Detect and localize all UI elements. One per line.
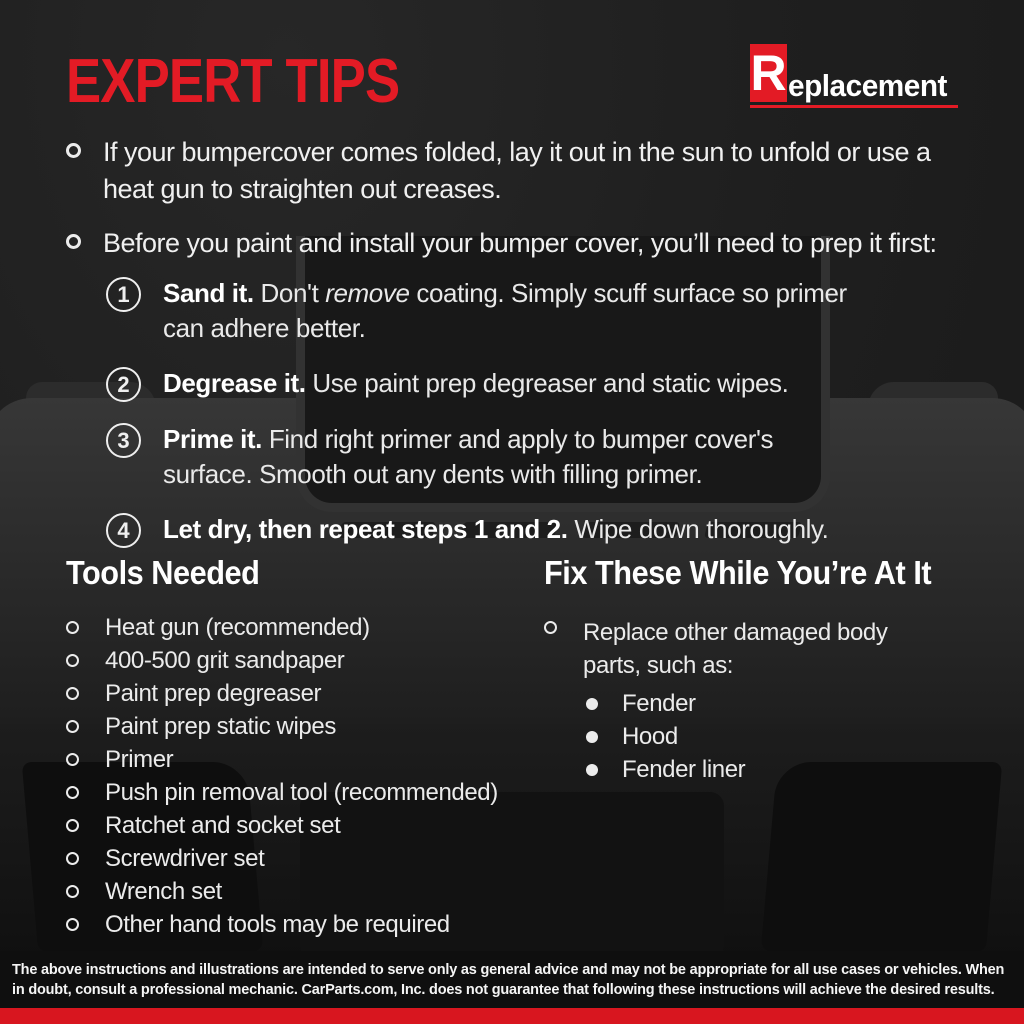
list-item: [66, 225, 972, 262]
step-number-badge: 4: [106, 513, 141, 548]
list-item: Screwdriver set: [66, 847, 516, 870]
list-item: [544, 616, 984, 682]
brand-r-letter: R: [750, 45, 787, 101]
step-text: Let dry, then repeat steps 1 and 2. Wipe down thoroughly.: [163, 514, 829, 544]
list-item: Push pin removal tool (recommended): [66, 781, 516, 804]
dot-bullet-icon: [586, 731, 598, 743]
page-title: EXPERT TIPS: [66, 47, 400, 116]
circle-bullet-icon: [66, 918, 79, 931]
disclaimer-band: [0, 951, 1024, 1008]
intro-bullet-text: If your bumpercover comes folded, lay it out in the sun to unfold or use a heat gun to straighten out creases.: [103, 137, 931, 204]
circle-bullet-icon: [66, 753, 79, 766]
circle-bullet-icon: [66, 786, 79, 799]
step-text: Sand it. Don't remove coating. Simply scuff surface so primer can adhere better.: [163, 278, 847, 343]
fix-intro-text: Replace other damaged body parts, such as:: [583, 619, 888, 679]
list-item: [66, 134, 972, 208]
list-item: Wrench set: [66, 880, 516, 903]
step-text: Degrease it. Use paint prep degreaser and static wipes.: [163, 368, 789, 398]
list-item: Hood: [586, 725, 984, 748]
circle-bullet-icon: [66, 234, 81, 249]
list-item: Primer: [66, 748, 516, 771]
brand-r-box: [750, 44, 787, 102]
list-item: Fender: [586, 692, 984, 715]
list-item: Ratchet and socket set: [66, 814, 516, 837]
step-item: [106, 276, 886, 346]
step-number-badge: 1: [106, 277, 141, 312]
circle-bullet-icon: [66, 687, 79, 700]
circle-bullet-icon: [66, 885, 79, 898]
bottom-red-bar: [0, 1008, 1024, 1024]
disclaimer-text: The above instructions and illustrations are intended to serve only as general advice and may not be appropriate for all use cases or vehicles. When in doubt, consult a professional mechanic. CarParts.com, Inc. does not guarantee that following these instructions will achieve the desired results.: [12, 961, 1005, 998]
fix-sub-list: [586, 692, 984, 781]
intro-bullets: [66, 134, 972, 279]
brand-wordmark: eplacement: [788, 67, 947, 103]
circle-bullet-icon: [66, 720, 79, 733]
circle-bullet-icon: [66, 852, 79, 865]
step-text: Prime it. Find right primer and apply to bumper cover's surface. Smooth out any dents with filling primer.: [163, 424, 774, 489]
list-item: Paint prep degreaser: [66, 682, 516, 705]
circle-bullet-icon: [66, 819, 79, 832]
dot-bullet-icon: [586, 698, 598, 710]
dot-bullet-icon: [586, 764, 598, 776]
list-item: 400-500 grit sandpaper: [66, 649, 516, 672]
fix-list: [544, 616, 984, 781]
intro-bullet-text: Before you paint and install your bumper cover, you’ll need to prep it first:: [103, 228, 937, 258]
tools-list: [66, 616, 516, 936]
replacement-logo: [750, 44, 958, 108]
step-number-badge: 3: [106, 423, 141, 458]
circle-bullet-icon: [66, 654, 79, 667]
circle-bullet-icon: [66, 143, 81, 158]
step-item: [106, 512, 886, 548]
tools-needed-section: [66, 554, 516, 946]
list-item: Heat gun (recommended): [66, 616, 516, 639]
brand-underline: [750, 105, 958, 108]
list-item: Fender liner: [586, 758, 984, 781]
step-number-badge: 2: [106, 367, 141, 402]
list-item: Paint prep static wipes: [66, 715, 516, 738]
step-item: [106, 422, 886, 492]
step-item: [106, 366, 886, 402]
tools-needed-heading: Tools Needed: [66, 554, 260, 591]
fix-these-section: [544, 554, 984, 791]
list-item: Other hand tools may be required: [66, 913, 516, 936]
circle-bullet-icon: [66, 621, 79, 634]
circle-bullet-icon: [544, 621, 557, 634]
prep-steps: [106, 276, 886, 568]
fix-these-heading: Fix These While You’re At It: [544, 554, 932, 591]
